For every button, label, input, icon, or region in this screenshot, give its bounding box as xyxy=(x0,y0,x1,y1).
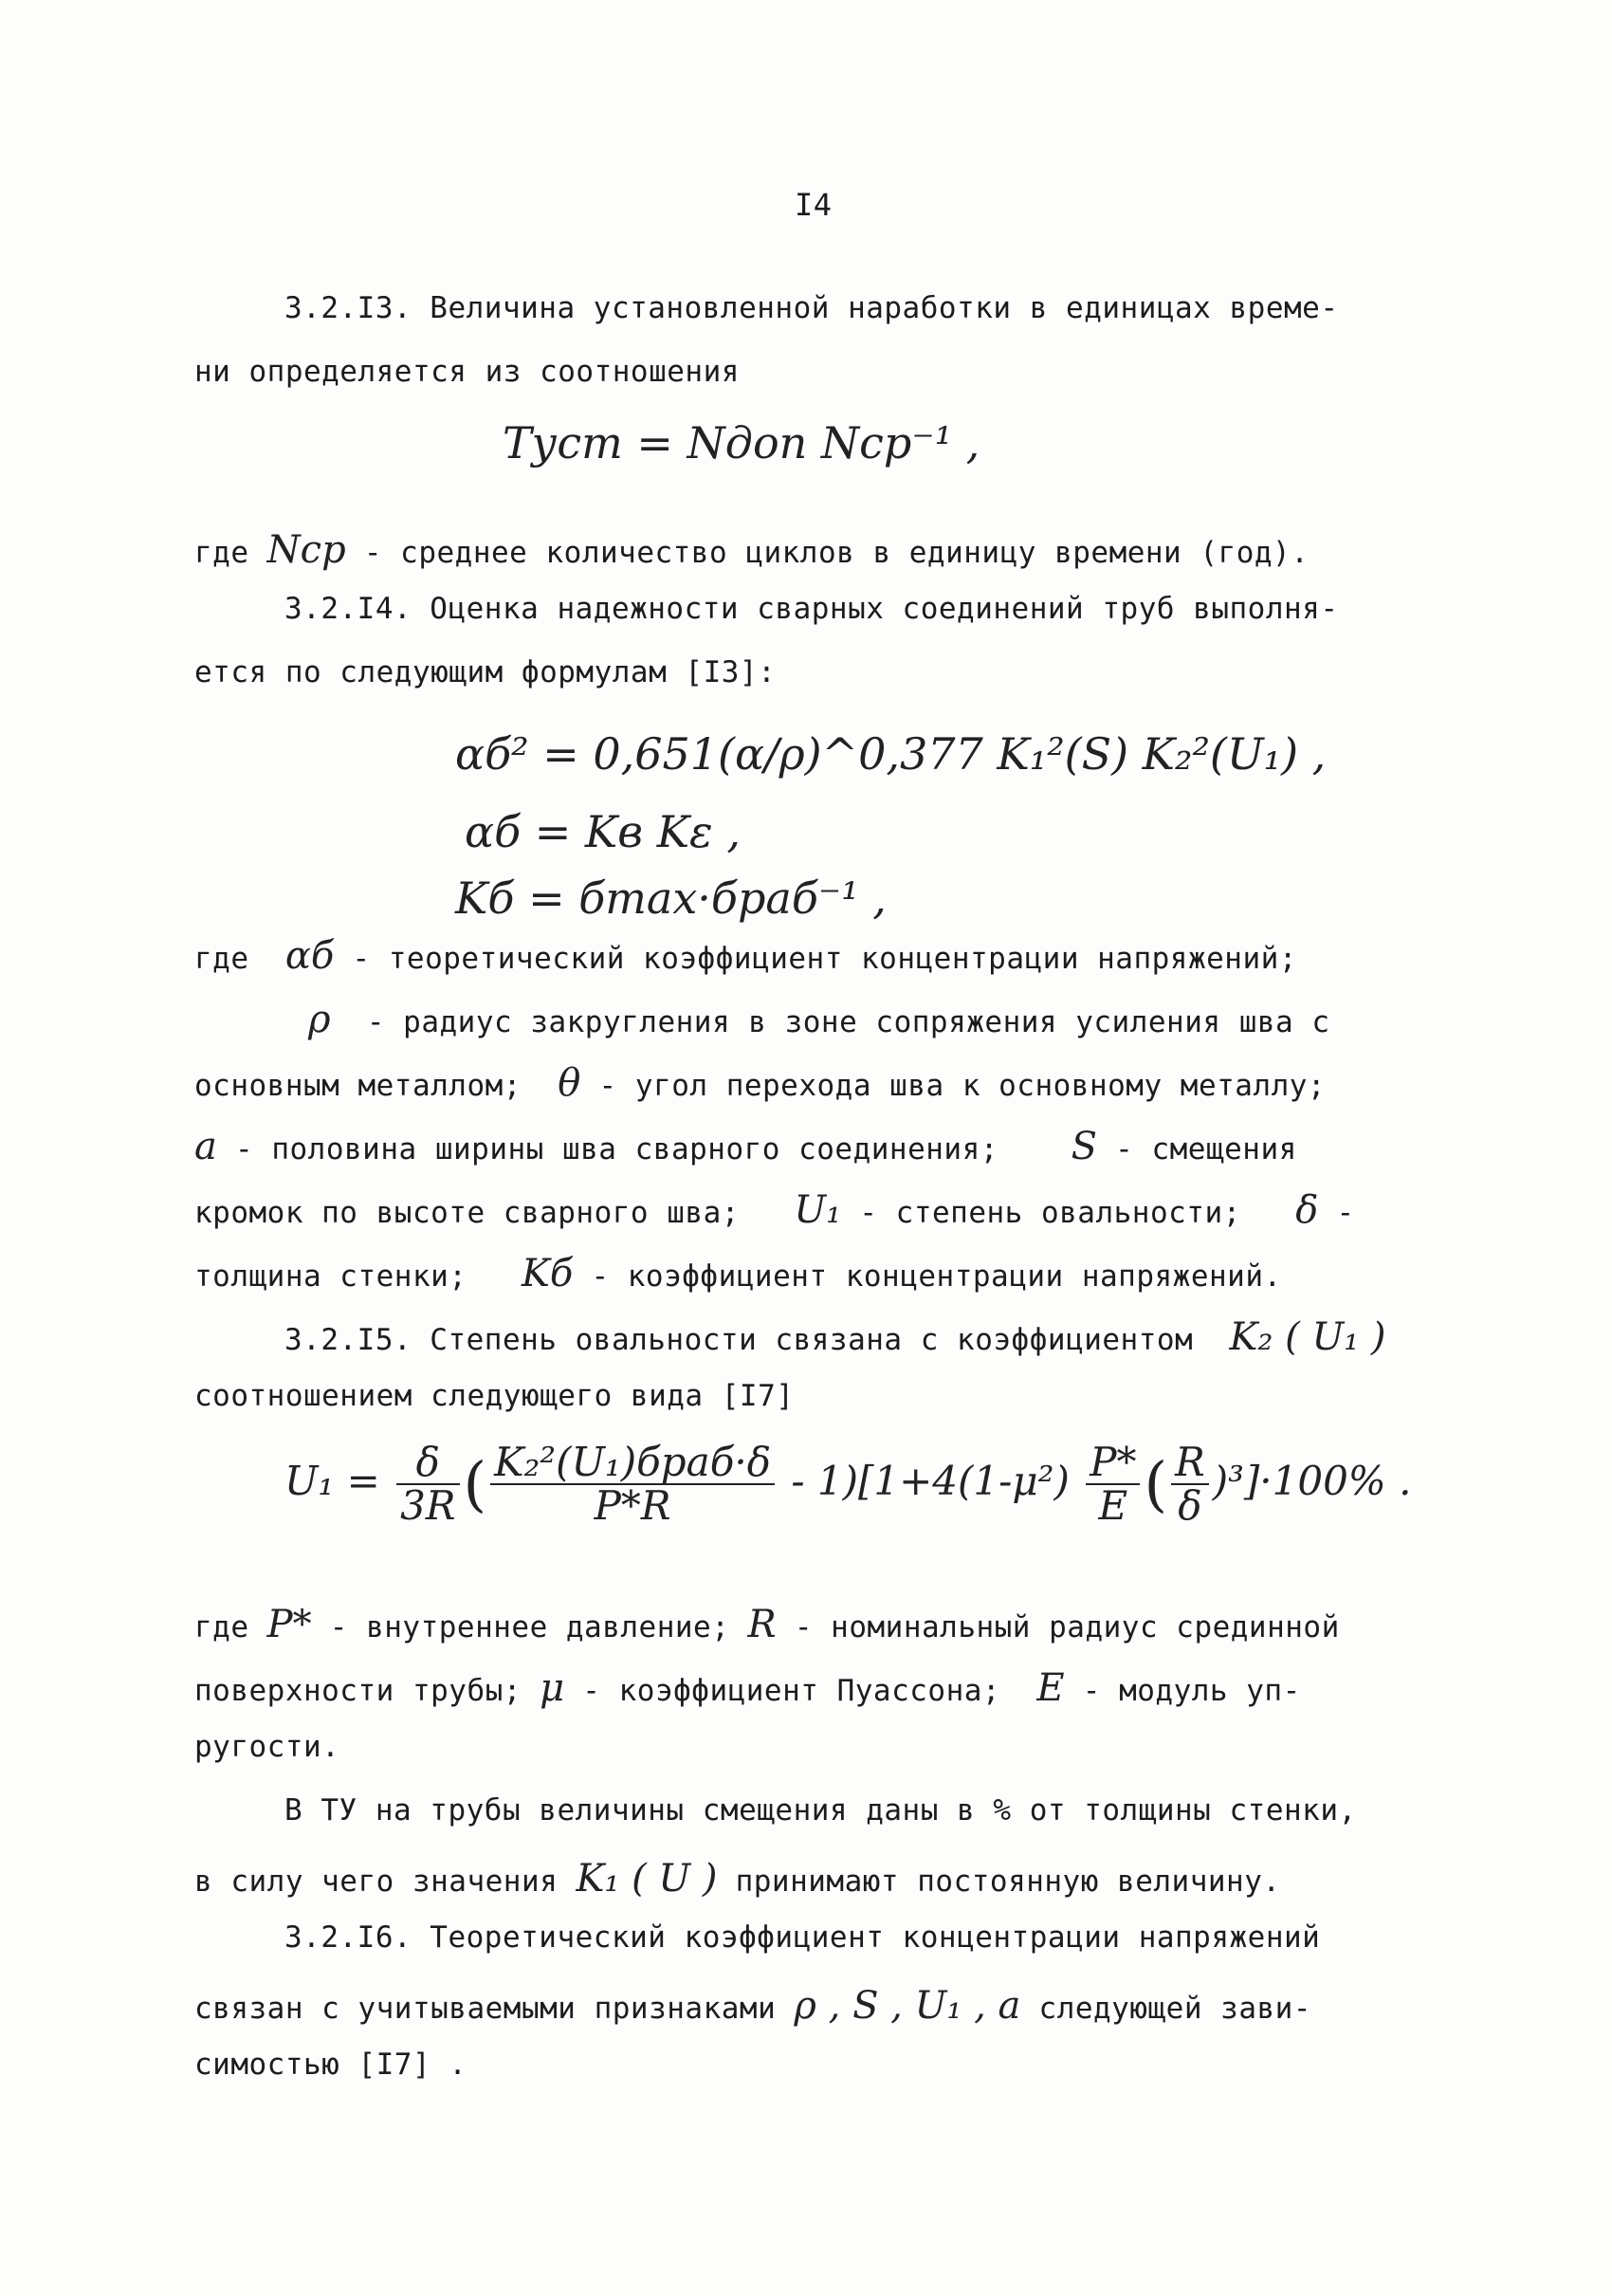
where-mu-line xyxy=(194,1666,1301,1710)
paragraph-3-2-13-line-2: ни определяется из соотношения xyxy=(194,355,740,389)
fraction-denominator: P*R xyxy=(594,1482,671,1530)
fraction-denominator: δ xyxy=(1178,1482,1202,1530)
where-lead: где xyxy=(194,1610,249,1644)
fraction-r-over-delta xyxy=(1171,1439,1209,1530)
fraction-p-over-e xyxy=(1086,1439,1140,1530)
where-u-text: - степень овальности; xyxy=(859,1196,1241,1230)
fraction-denominator: 3R xyxy=(400,1482,456,1530)
paragraph-3-2-15-text: 3.2.I5. Степень овальности связана с коэффициентом xyxy=(284,1323,1194,1357)
symbol-e: E xyxy=(1036,1666,1065,1710)
symbol-theta: θ xyxy=(558,1061,581,1105)
symbol-s: S xyxy=(1071,1125,1097,1168)
fraction-denominator: E xyxy=(1098,1482,1128,1530)
fraction-numerator: R xyxy=(1171,1442,1209,1485)
formula-ovality: U₁ = $\frac{\delta}{3R}$ ( $\frac{\text{K₂²(U₁)бpaб·δ}}{P*R}$ - 1)[1+4(1-μ²) $\frac{P*}{E}$ ( $\frac{R}{\delta}$ )³]·100% . xyxy=(284,1439,1412,1530)
where-u-line xyxy=(194,1188,1355,1232)
paragraph-3-2-16-text-a: связан с учитываемыми признаками xyxy=(194,1992,777,2026)
paragraph-3-2-13-line-1: 3.2.I3. Величина установленной наработки в единицах време- xyxy=(284,291,1339,325)
where-delta-dash: - xyxy=(1336,1196,1355,1230)
symbol-u1: U₁ xyxy=(794,1188,842,1232)
where-ncp-line xyxy=(194,528,1309,572)
formula-ovality-tail: )³]·100% . xyxy=(1212,1458,1412,1505)
where-ncp-text: - среднее количество циклов в единицу времени (год). xyxy=(363,536,1310,570)
where-lead: где xyxy=(194,942,249,976)
paragraph-3-2-16-line-1: 3.2.I6. Теоретический коэффициент концентрации напряжений xyxy=(284,1920,1321,1955)
symbol-alpha: αб xyxy=(284,934,335,978)
where-s-text: - смещения xyxy=(1115,1132,1297,1166)
symbol-k1-u: K₁ ( U ) xyxy=(576,1857,718,1901)
symbol-ncp: Nср xyxy=(266,528,346,572)
where-e-text: - модуль уп- xyxy=(1082,1674,1301,1708)
where-mu-text: - коэффициент Пуассона; xyxy=(582,1674,1001,1708)
where-s-text-2: кромок по высоте сварного шва; xyxy=(194,1196,740,1230)
where-alpha-text: - теоретический коэффициент концентрации напряжений; xyxy=(352,942,1297,976)
paragraph-tu-line-1: В ТУ на трубы величины смещения даны в % от толщины стенки, xyxy=(284,1793,1357,1828)
symbol-p-star: P* xyxy=(266,1603,312,1646)
fraction-numerator: P* xyxy=(1086,1442,1140,1485)
paragraph-tu-line-2 xyxy=(194,1857,1281,1901)
where-kb-text: - коэффициент концентрации напряжений. xyxy=(591,1259,1282,1294)
where-a-text: - половина ширины шва сварного соединения; xyxy=(235,1132,998,1166)
formula-alpha: αб = Kв Kε , xyxy=(465,806,741,857)
formula-k-sigma: Kб = бmax·браб⁻¹ , xyxy=(455,872,887,924)
formula-ovality-lhs: U₁ = xyxy=(284,1458,380,1505)
fraction-delta-3r xyxy=(396,1439,459,1530)
fraction-k2-over-pr xyxy=(490,1439,775,1530)
fraction-numerator: K₂²(U₁)бpaб·δ xyxy=(490,1442,775,1485)
formula-operating-time: Tуст = Nдоп Nср⁻¹ , xyxy=(503,417,980,468)
where-a-line xyxy=(194,1125,1297,1168)
paragraph-3-2-16-line-3: симостью [I7] . xyxy=(194,2048,467,2082)
symbol-kb: Kб xyxy=(521,1252,574,1295)
paragraph-3-2-16-line-2 xyxy=(194,1984,1311,2028)
page-number: I4 xyxy=(795,187,833,223)
where-lead: где xyxy=(194,536,249,570)
paragraph-tu-text-b: принимают постоянную величину. xyxy=(735,1864,1281,1899)
where-r-text-2: поверхности трубы; xyxy=(194,1674,522,1708)
where-theta-line xyxy=(194,1061,1326,1105)
where-r-text: - номинальный радиус срединной xyxy=(794,1610,1340,1644)
symbol-a: a xyxy=(194,1125,217,1168)
symbol-k2-u1: K₂ ( U₁ ) xyxy=(1229,1315,1386,1359)
paragraph-3-2-15-line-1 xyxy=(284,1315,1386,1359)
formula-ovality-mid: - 1)[1+4(1-μ²) xyxy=(791,1458,1070,1505)
symbol-r: R xyxy=(747,1603,777,1646)
where-rho-text: - радиус закругления в зоне сопряжения усиления шва с xyxy=(366,1005,1330,1039)
paragraph-3-2-14-line-2: ется по следующим формулам [I3]: xyxy=(194,655,777,689)
formula-alpha-squared: αб² = 0,651(α/ρ)^0,377 K₁²(S) K₂²(U₁) , xyxy=(455,728,1327,780)
where-delta-text: толщина стенки; xyxy=(194,1259,467,1294)
symbol-delta: δ xyxy=(1295,1188,1319,1232)
symbol-features: ρ , S , U₁ , a xyxy=(794,1984,1021,2028)
where-theta-text: - угол перехода шва к основному металлу; xyxy=(598,1069,1327,1103)
where-kb-line xyxy=(194,1252,1282,1295)
paragraph-3-2-14-line-1: 3.2.I4. Оценка надежности сварных соединений труб выполня- xyxy=(284,592,1339,626)
where-rho-line xyxy=(308,998,1330,1041)
where-rho-text-2: основным металлом; xyxy=(194,1069,522,1103)
paragraph-3-2-15-line-2: соотношением следующего вида [I7] xyxy=(194,1379,795,1413)
paragraph-3-2-16-text-b: следующей зави- xyxy=(1038,1992,1311,2026)
fraction-numerator: δ xyxy=(396,1442,459,1485)
where-e-line-2: ругости. xyxy=(194,1730,340,1764)
paragraph-tu-text-a: в силу чего значения xyxy=(194,1864,559,1899)
symbol-rho: ρ xyxy=(308,998,331,1041)
where-alpha-line xyxy=(194,934,1297,978)
where-p-text: - внутреннее давление; xyxy=(329,1610,730,1644)
where-p-line xyxy=(194,1603,1340,1646)
symbol-mu: μ xyxy=(540,1666,565,1710)
